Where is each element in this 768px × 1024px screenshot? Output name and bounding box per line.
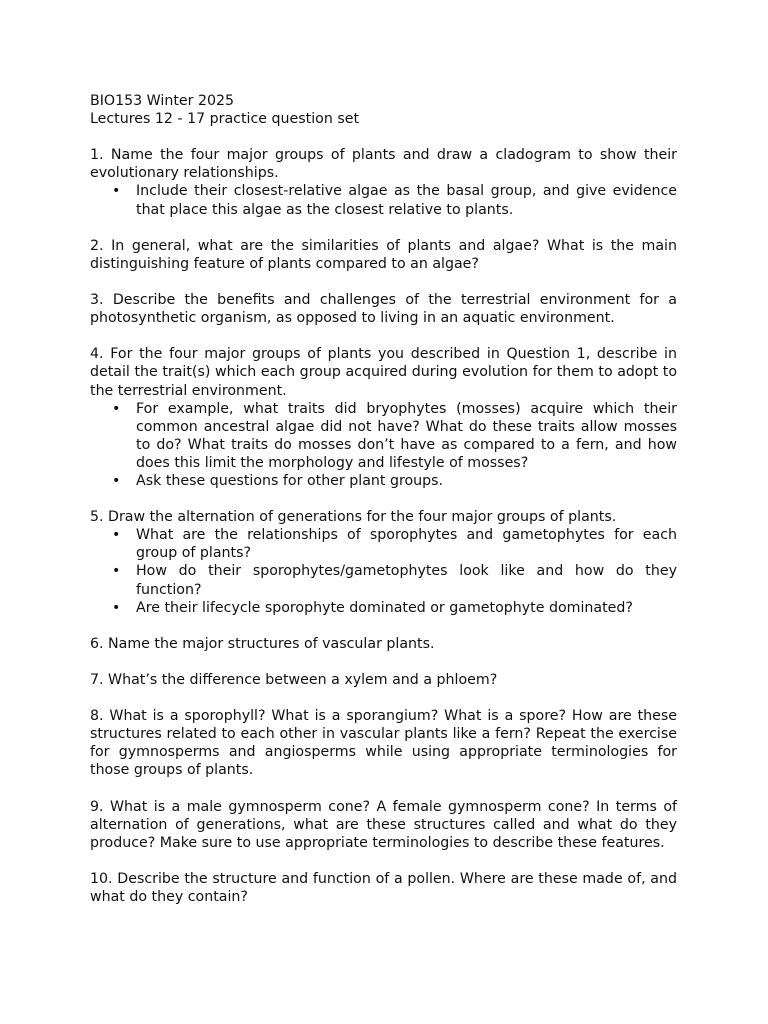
question-block: [90, 671, 677, 689]
question-block: [90, 707, 677, 779]
document-subtitle: Lectures 12 - 17 practice question set: [90, 111, 360, 128]
question-list: [90, 146, 677, 906]
sub-question: [90, 526, 677, 562]
sub-question-text: How do their sporophytes/gametophytes look like and how do they function?: [136, 563, 677, 598]
document-page: [90, 92, 677, 906]
question-block: [90, 870, 677, 906]
question-block: [90, 146, 677, 218]
sub-question: [90, 472, 677, 490]
sub-question-text: What are the relationships of sporophytes and gametophytes for each group of plants?: [136, 527, 677, 562]
course-title: BIO153 Winter 2025: [90, 93, 235, 109]
question-block: [90, 508, 677, 617]
sub-question: [90, 182, 677, 218]
sub-question-text: Ask these questions for other plant groups.: [136, 472, 444, 489]
question-text: 5. Draw the alternation of generations for the four major groups of plants.: [90, 509, 617, 526]
question-text: 7. What’s the difference between a xylem and a phloem?: [90, 672, 498, 688]
question-text: 1. Name the four major groups of plants and draw a cladogram to show their evolutionary relationships.: [90, 147, 677, 182]
sub-question-text: Are their lifecycle sporophyte dominated or gametophyte dominated?: [136, 599, 633, 616]
question-block: [90, 635, 677, 653]
bullet-icon: •: [112, 400, 121, 417]
question-block: [90, 237, 677, 273]
sub-question-list: [90, 182, 677, 218]
bullet-icon: •: [112, 527, 121, 544]
question-block: [90, 798, 677, 852]
question-text: 10. Describe the structure and function of a pollen. Where are these made of, and what do they contain?: [90, 871, 677, 906]
question-text: 9. What is a male gymnosperm cone? A female gymnosperm cone? In terms of alternation of generations, what are these structures called and what do they produce? Make sure to use appropriate terminologies to describe these features.: [90, 798, 677, 851]
bullet-icon: •: [112, 472, 121, 489]
bullet-icon: •: [112, 183, 121, 200]
sub-question: [90, 562, 677, 598]
sub-question: [90, 599, 677, 617]
question-block: [90, 345, 677, 490]
sub-question: [90, 400, 677, 472]
question-text: 3. Describe the benefits and challenges of the terrestrial environment for a photosynthetic organism, as opposed to living in an aquatic environment.: [90, 292, 677, 327]
question-block: [90, 291, 677, 327]
sub-question-text: For example, what traits did bryophytes (mosses) acquire which their common ancestral algae did not have? What do these traits allow mosses to do? What traits do mosses don’t have as compared to a fern, and how does this limit the morphology and lifestyle of mosses?: [136, 400, 677, 471]
question-text: 2. In general, what are the similarities of plants and algae? What is the main distinguishing feature of plants compared to an algae?: [90, 237, 677, 272]
sub-question-list: [90, 526, 677, 616]
bullet-icon: •: [112, 599, 121, 616]
sub-question-list: [90, 400, 677, 490]
sub-question-text: Include their closest-relative algae as the basal group, and give evidence that place this algae as the closest relative to plants.: [136, 183, 677, 218]
question-text: 6. Name the major structures of vascular plants.: [90, 635, 435, 652]
question-text: 4. For the four major groups of plants you described in Question 1, describe in detail the trait(s) which each group acquired during evolution for them to adopt to the terrestrial environment.: [90, 346, 677, 399]
bullet-icon: •: [112, 563, 121, 580]
question-text: 8. What is a sporophyll? What is a sporangium? What is a spore? How are these structures related to each other in vascular plants like a fern? Repeat the exercise for gymnosperms and angiosperms while using appropriate terminologies for those groups of plants.: [90, 708, 677, 779]
